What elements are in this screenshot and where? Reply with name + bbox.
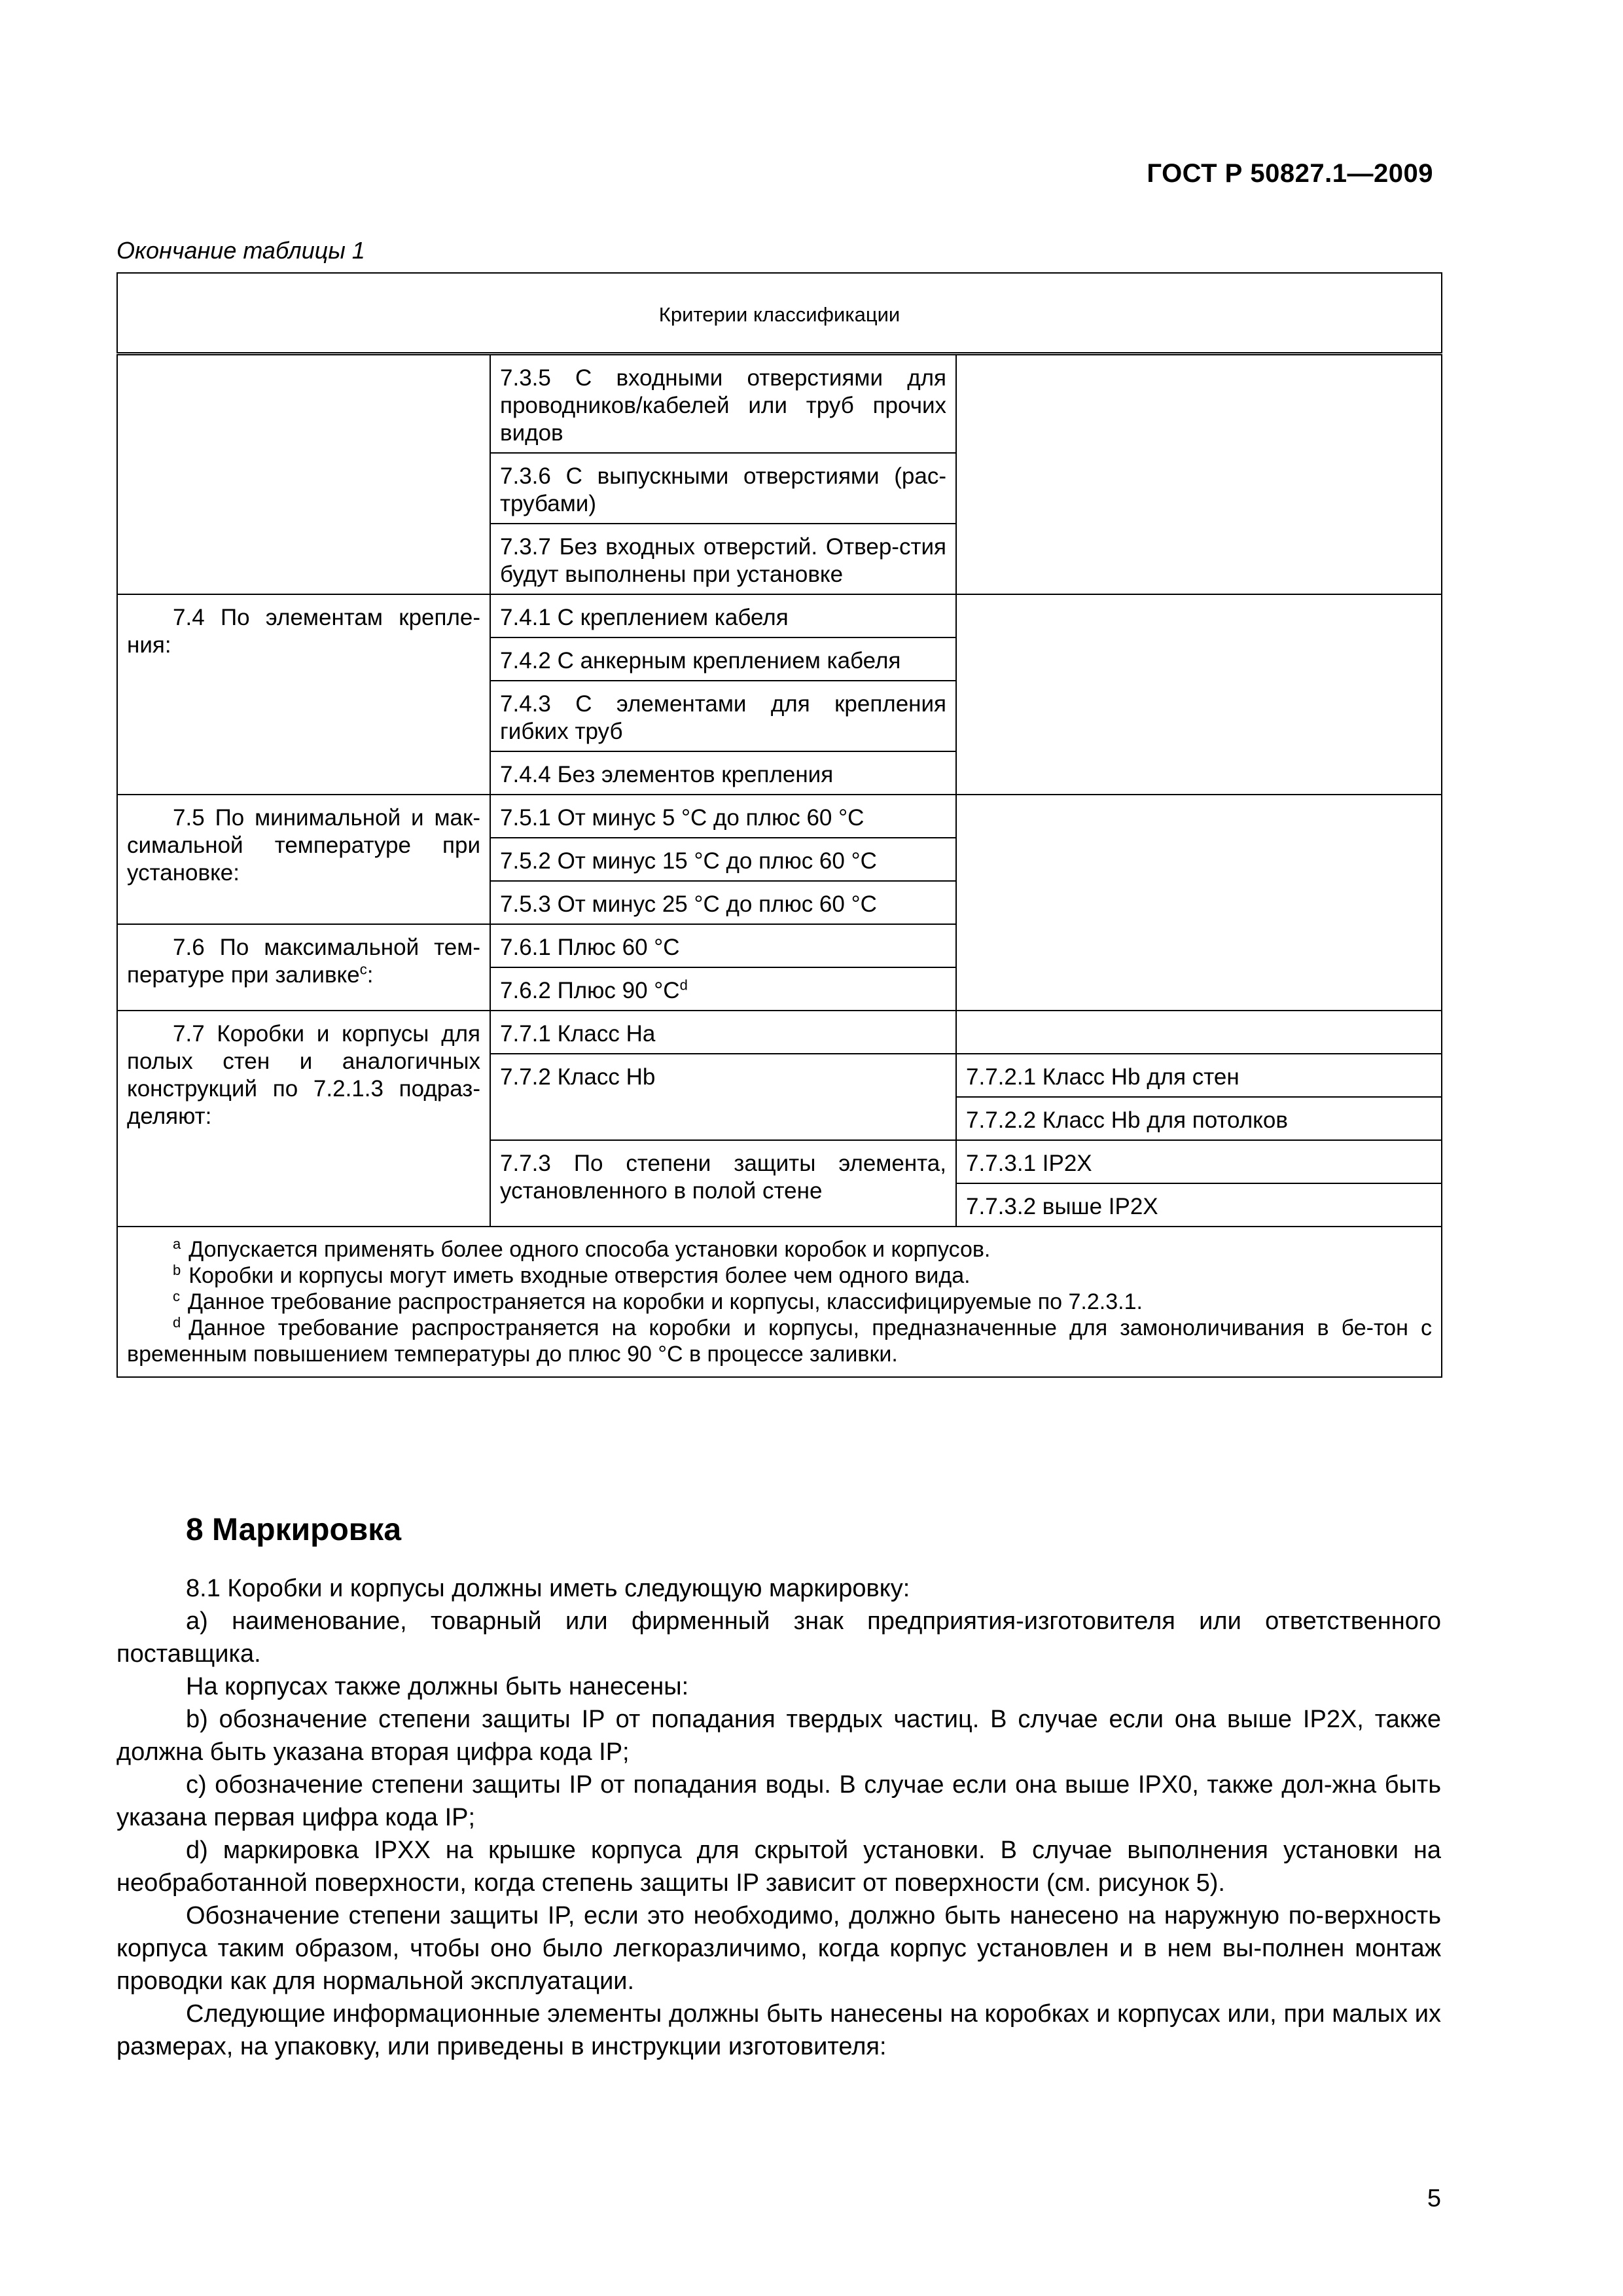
- footnote-mark: c: [173, 1287, 180, 1304]
- classification-table: [116, 272, 1442, 1378]
- paragraph: a) наименование, товарный или фирменный знак предприятия-изготовителя или ответственного поставщика.: [116, 1607, 1441, 1668]
- footnote: [127, 1263, 1432, 1289]
- table-cell: 7.3.6 С выпускными отверстиями (рас-трубами): [490, 453, 956, 524]
- table-cell: 7.7.1 Класс На: [490, 1011, 956, 1054]
- table-cell: 7.7.3.2 выше IP2X: [956, 1183, 1442, 1227]
- table-cell-empty: [956, 795, 1442, 1011]
- table-cell: [490, 967, 956, 1011]
- footnote-text: Коробки и корпусы могут иметь входные отверстия более чем одного вида.: [188, 1263, 971, 1288]
- footnote-mark: d: [679, 977, 688, 994]
- footnote: [127, 1315, 1432, 1367]
- table-cell: 7.3.7 Без входных отверстий. Отвер-стия будут выполнены при установке: [490, 524, 956, 594]
- paragraph: 8.1 Коробки и корпусы должны иметь следующую маркировку:: [186, 1575, 910, 1602]
- table-group-label: [117, 924, 490, 1011]
- table-cell: 7.4.2 С анкерным креплением кабеля: [490, 637, 956, 681]
- table-cell: 7.5.2 От минус 15 °C до плюс 60 °C: [490, 838, 956, 881]
- footnote-text: Данное требование распространяется на коробки и корпусы, классифицируемые по 7.2.3.1.: [188, 1289, 1143, 1314]
- footnote-mark: c: [359, 961, 367, 978]
- footnote: [127, 1289, 1432, 1315]
- group-label-text: 7.6 По максимальной тем-пературе при заливке: [127, 935, 480, 988]
- page-number: 5: [1427, 2185, 1441, 2212]
- table-group-label: 7.4 По элементам крепле-ния:: [117, 594, 490, 795]
- footnote: [127, 1236, 1432, 1263]
- section-title: 8 Маркировка: [186, 1513, 402, 1547]
- table-cell: 7.3.5 С входными отверстиями для проводников/кабелей или труб прочих видов: [490, 354, 956, 454]
- table-cell: 7.4.3 С элементами для крепления гибких труб: [490, 681, 956, 751]
- cell-text: 7.6.2 Плюс 90 °C: [500, 978, 680, 1003]
- table-cell-empty: [956, 1011, 1442, 1054]
- document-code: ГОСТ Р 50827.1—2009: [1147, 159, 1433, 188]
- table-cell: 7.7.2.1 Класс Hb для стен: [956, 1054, 1442, 1097]
- table-cell: 7.7.2.2 Класс Hb для потолков: [956, 1097, 1442, 1140]
- paragraph: На корпусах также должны быть нанесены:: [186, 1673, 689, 1700]
- footnote-text: Данное требование распространяется на коробки и корпусы, предназначенные для замоноличивания в бе-тон с временным повышением температуры до плюс 90 °C в процессе заливки.: [127, 1316, 1432, 1367]
- table-cell: 7.7.3.1 IP2X: [956, 1140, 1442, 1183]
- footnote-mark: a: [173, 1235, 181, 1252]
- footnote-text: Допускается применять более одного способа установки коробок и корпусов.: [188, 1237, 991, 1262]
- paragraph: d) маркировка IPXX на крышке корпуса для скрытой установки. В случае выполнения установки на необработанной поверхности, когда степень защиты IP зависит от поверхности (см. рисунок 5).: [116, 1837, 1441, 1897]
- table-cell: 7.4.1 С креплением кабеля: [490, 594, 956, 637]
- footnote-mark: b: [173, 1261, 181, 1278]
- table-group-label: 7.5 По минимальной и мак-симальной температуре при установке:: [117, 795, 490, 924]
- paragraph: c) обозначение степени защиты IP от попадания воды. В случае если она выше IPX0, также дол-жна быть указана первая цифра кода IP;: [116, 1771, 1441, 1831]
- table-cell-empty: [956, 594, 1442, 795]
- group-label-tail: :: [366, 962, 374, 988]
- table-cell: 7.7.2 Класс Hb: [490, 1054, 956, 1140]
- table-group-label: 7.7 Коробки и корпусы для полых стен и аналогичных конструкций по 7.2.1.3 подраз-деляют:: [117, 1011, 490, 1227]
- paragraph: Следующие информационные элементы должны быть нанесены на коробках и корпусах или, при малых их размерах, на упаковку, или приведены в инструкции изготовителя:: [116, 2000, 1441, 2060]
- table-header: Критерии классификации: [117, 273, 1442, 354]
- table-cell: 7.7.3 По степени защиты элемента, установленного в полой стене: [490, 1140, 956, 1227]
- table-caption: Окончание таблицы 1: [116, 237, 365, 264]
- section-body: [116, 1572, 1441, 2063]
- table-cell: 7.4.4 Без элементов крепления: [490, 751, 956, 795]
- paragraph: Обозначение степени защиты IP, если это необходимо, должно быть нанесено на наружную по-верхность корпуса таким образом, чтобы оно было легкоразличимо, когда корпус установлен и в нем вы-полнен монтаж проводки как для нормальной эксплуатации.: [116, 1902, 1441, 1995]
- table-notes: [117, 1227, 1442, 1377]
- table-cell: 7.5.3 От минус 25 °C до плюс 60 °C: [490, 881, 956, 924]
- footnote-mark: d: [173, 1314, 181, 1331]
- table-cell: 7.5.1 От минус 5 °C до плюс 60 °C: [490, 795, 956, 838]
- table-cell-empty: [956, 354, 1442, 595]
- table-cell-empty: [117, 354, 490, 595]
- table-cell: 7.6.1 Плюс 60 °C: [490, 924, 956, 967]
- paragraph: b) обозначение степени защиты IP от попадания твердых частиц. В случае если она выше IP2X, также должна быть указана вторая цифра кода IP;: [116, 1706, 1441, 1766]
